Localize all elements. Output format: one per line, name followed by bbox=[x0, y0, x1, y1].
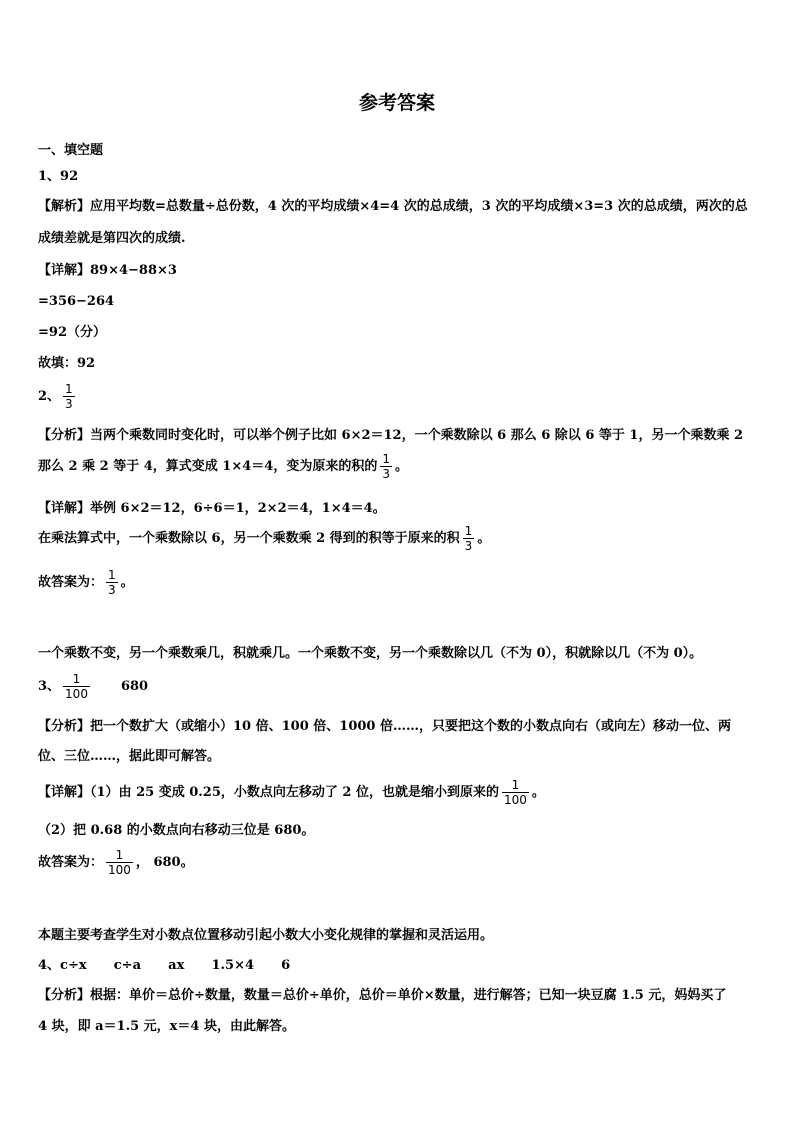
fraction bbox=[380, 452, 392, 481]
q1-head: 1、92 bbox=[38, 169, 79, 184]
fraction bbox=[502, 778, 529, 807]
q3-detail bbox=[38, 778, 758, 807]
q3-detail2: （2）把 0.68 的小数点向右移动三位是 680。 bbox=[38, 823, 315, 838]
q1-detail: 【详解】89×4−88×3 bbox=[38, 263, 177, 278]
fraction bbox=[106, 848, 133, 877]
q2-analysis: 【分析】当两个乘数同时变化时，可以举个例子比如 6×2＝12，一个乘数除以 6 那么 6 除以 6 等于 1，另一个乘数乘 2 bbox=[38, 428, 744, 443]
q3-analysis-cont: 位、三位……，据此即可解答。 bbox=[38, 749, 221, 764]
fraction-denominator: 3 bbox=[108, 583, 116, 597]
q3-note: 本题主要考查学生对小数点位置移动引起小数大小变化规律的掌握和灵活运用。 bbox=[38, 928, 494, 943]
q3-answer bbox=[38, 848, 758, 877]
fraction-denominator: 100 bbox=[65, 687, 88, 701]
q2-detail-text: 在乘法算式中，一个乘数除以 6，另一个乘数乘 2 得到的积等于原来的积 bbox=[38, 531, 460, 546]
q3-head bbox=[38, 672, 758, 701]
fraction bbox=[63, 382, 75, 411]
q2-detail-cont bbox=[38, 524, 758, 553]
fraction-numerator: 1 bbox=[63, 672, 90, 687]
q1-analysis: 【解析】应用平均数=总数量÷总份数，4 次的平均成绩×4=4 次的总成绩，3 次的平均成绩×3=3 次的总成绩，两次的总 bbox=[38, 199, 748, 214]
fraction-numerator: 1 bbox=[108, 568, 116, 582]
q2-note: 一个乘数不变，另一个乘数乘几，积就乘几。一个乘数不变，另一个乘数除以几（不为 0），积就除以几（不为 0）。 bbox=[38, 646, 703, 661]
q2-number: 2、 bbox=[38, 389, 61, 404]
page-title: 参考答案 bbox=[358, 92, 435, 114]
q2-answer-label: 故答案为： bbox=[38, 575, 104, 590]
q1-step1: =356−264 bbox=[38, 294, 115, 309]
fraction-denominator: 3 bbox=[382, 467, 390, 481]
q3-analysis: 【分析】把一个数扩大（或缩小）10 倍、100 倍、1000 倍……，只要把这个数的小数点向右（或向左）移动一位、两 bbox=[38, 719, 731, 734]
fraction bbox=[63, 672, 90, 701]
q4-head: 4、c÷x c÷a ax 1.5×4 6 bbox=[38, 958, 291, 973]
q1-analysis-cont: 成绩差就是第四次的成绩. bbox=[38, 231, 186, 246]
q3-answer-label: 故答案为： bbox=[38, 855, 104, 870]
q3-answer-end: ， 680。 bbox=[135, 855, 194, 870]
q2-analysis-cont bbox=[38, 452, 758, 481]
q4-analysis-cont: 4 块，即 a＝1.5 元，x＝4 块，由此解答。 bbox=[38, 1019, 295, 1034]
fraction-numerator: 1 bbox=[502, 778, 529, 793]
q1-step2: =92（分） bbox=[38, 325, 106, 340]
q2-head bbox=[38, 382, 758, 411]
q2-analysis-end: 。 bbox=[394, 459, 408, 474]
q3-number: 3、 bbox=[38, 679, 61, 694]
fraction bbox=[106, 568, 118, 597]
q2-answer bbox=[38, 568, 758, 597]
fraction-numerator: 1 bbox=[106, 848, 133, 863]
fraction-denominator: 100 bbox=[108, 863, 131, 877]
fraction-numerator: 1 bbox=[65, 382, 73, 396]
fraction-denominator: 3 bbox=[464, 539, 473, 553]
fraction-denominator: 100 bbox=[503, 793, 527, 807]
q2-answer-end: 。 bbox=[120, 575, 134, 590]
q1-fill: 故填：92 bbox=[38, 356, 96, 371]
q2-detail: 【详解】举例 6×2＝12，6÷6＝1，2×2＝4，1×4＝4。 bbox=[38, 501, 386, 516]
q3-detail-end: 。 bbox=[531, 785, 545, 800]
q3-value: 680 bbox=[120, 679, 149, 694]
fraction bbox=[463, 524, 475, 553]
q2-detail-end: 。 bbox=[477, 531, 491, 546]
q4-analysis: 【分析】根据：单价＝总价÷数量，数量＝总价÷单价，总价＝单价×数量，进行解答；已知一块豆腐 1.5 元，妈妈买了 bbox=[38, 988, 727, 1003]
fraction-numerator: 1 bbox=[464, 524, 473, 538]
q3-detail-text: 【详解】（1）由 25 变成 0.25，小数点向左移动了 2 位，也就是缩小到原来的 bbox=[38, 785, 499, 800]
fraction-numerator: 1 bbox=[382, 452, 390, 466]
section-heading: 一、填空题 bbox=[38, 143, 104, 158]
q2-analysis-text: 那么 2 乘 2 等于 4，算式变成 1×4＝4，变为原来的积的 bbox=[38, 459, 378, 474]
fraction-denominator: 3 bbox=[65, 397, 73, 411]
